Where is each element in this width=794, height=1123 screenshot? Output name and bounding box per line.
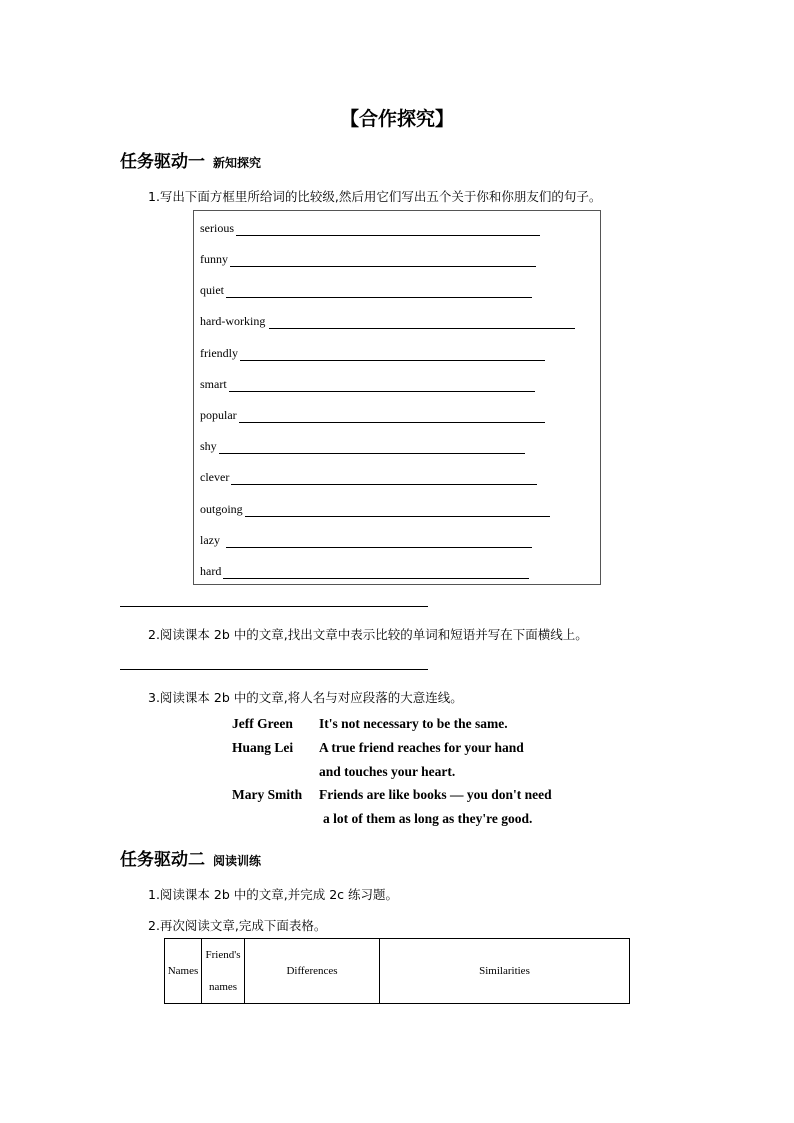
word-row (200, 311, 575, 329)
word-row (200, 280, 532, 298)
task2-heading (120, 845, 261, 870)
answer-line[interactable] (239, 409, 545, 423)
word-label: smart (200, 377, 227, 391)
match-meaning[interactable]: Friends are like books — you don't need (319, 787, 552, 802)
word-label: popular (200, 408, 237, 422)
answer-line[interactable] (226, 534, 532, 548)
word-label: outgoing (200, 502, 243, 516)
match-meaning-continuation: and touches your heart. (319, 764, 456, 779)
match-meaning[interactable]: A true friend reaches for your hand (319, 740, 524, 755)
word-row (200, 467, 537, 485)
word-label: quiet (200, 283, 224, 297)
word-row (200, 249, 536, 267)
word-row (200, 343, 545, 361)
match-name[interactable]: Jeff Green (232, 716, 293, 731)
word-box (193, 210, 601, 585)
answer-line[interactable] (240, 347, 545, 361)
table-header-names: Names (165, 939, 202, 1004)
task1-q1: 1.写出下面方框里所给词的比较级,然后用它们写出五个关于你和你朋友们的句子。 (148, 189, 602, 204)
answer-line[interactable] (230, 253, 536, 267)
word-row (200, 436, 525, 454)
word-row (200, 218, 540, 236)
word-row (200, 374, 535, 392)
answer-line[interactable] (236, 222, 540, 236)
table-row (165, 939, 630, 1004)
match-meaning-continuation: a lot of them as long as they're good. (323, 811, 533, 826)
matching-exercise (232, 716, 572, 828)
section-title: 【合作探究】 (339, 108, 454, 130)
friends-names-line2: names (208, 981, 238, 993)
task1-heading (120, 147, 261, 172)
word-label: hard-working (200, 314, 266, 328)
answer-line[interactable] (229, 378, 535, 392)
answer-line[interactable] (120, 606, 428, 607)
match-name[interactable]: Mary Smith (232, 787, 303, 802)
task1-q3: 3.阅读课本 2b 中的文章,将人名与对应段落的大意连线。 (148, 690, 463, 705)
task1-heading-text: 任务驱动一 (120, 152, 205, 172)
word-label: funny (200, 252, 228, 266)
word-row (200, 405, 545, 423)
task1-q2: 2.阅读课本 2b 中的文章,找出文章中表示比较的单词和短语并写在下面横线上。 (148, 627, 588, 642)
answer-line[interactable] (219, 440, 525, 454)
word-row (200, 530, 532, 548)
word-label: friendly (200, 346, 238, 360)
task2-q2: 2.再次阅读文章,完成下面表格。 (148, 918, 327, 933)
answer-line[interactable] (223, 565, 529, 579)
answer-line[interactable] (269, 315, 575, 329)
word-label: serious (200, 221, 234, 235)
match-meaning[interactable]: It's not necessary to be the same. (319, 716, 508, 731)
match-name[interactable]: Huang Lei (232, 740, 294, 755)
task2-heading-text: 任务驱动二 (120, 850, 205, 870)
task2-subheading: 阅读训练 (213, 854, 262, 868)
answer-line[interactable] (245, 503, 550, 517)
table-header-differences: Differences (245, 939, 380, 1004)
task2-q1: 1.阅读课本 2b 中的文章,并完成 2c 练习题。 (148, 887, 399, 902)
table-header-friends-names (202, 939, 245, 1004)
answer-line[interactable] (120, 669, 428, 670)
table-header-similarities: Similarities (380, 939, 630, 1004)
answer-line[interactable] (226, 284, 532, 298)
answer-line[interactable] (231, 471, 537, 485)
friends-names-line1: Friend's (205, 949, 241, 961)
word-row (200, 561, 529, 579)
word-label: hard (200, 564, 222, 578)
word-label: shy (200, 439, 217, 453)
word-row (200, 499, 550, 517)
comparison-table (164, 938, 630, 1004)
task1-subheading: 新知探究 (213, 156, 262, 170)
word-label: lazy (200, 533, 220, 547)
word-label: clever (200, 470, 230, 484)
